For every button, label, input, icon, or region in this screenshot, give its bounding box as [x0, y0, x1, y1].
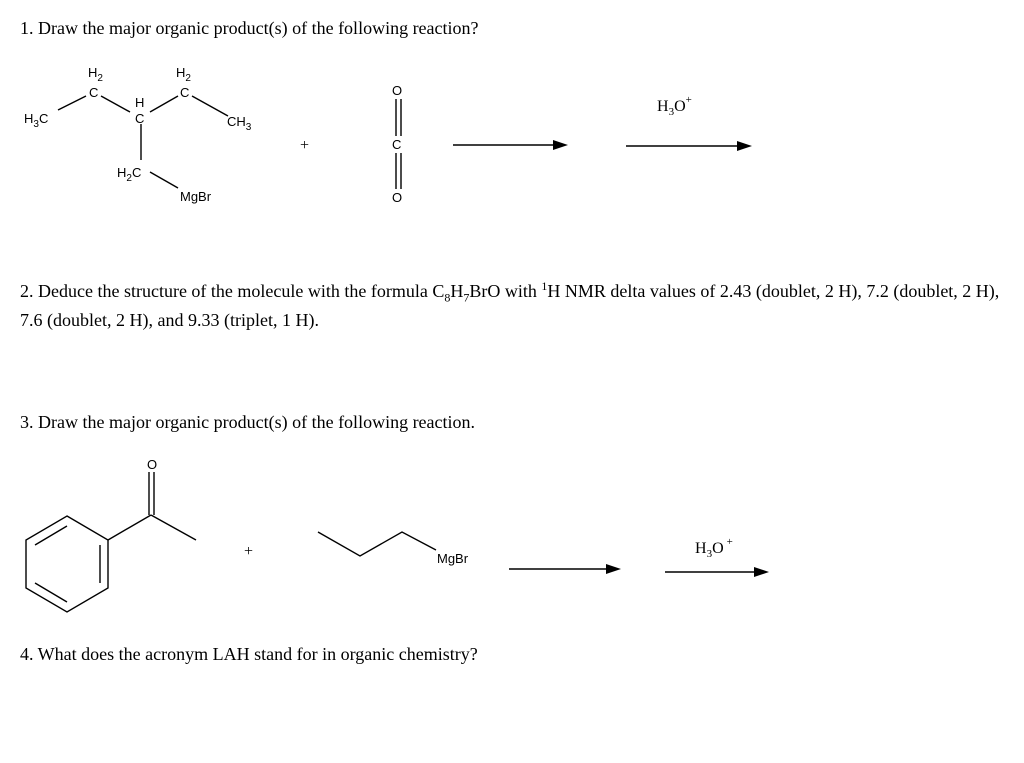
- question-3-prompt: 3. Draw the major organic product(s) of the following reaction.: [20, 412, 476, 432]
- question-4-prompt: 4. What does the acronym LAH stand for in organic chemistry?: [20, 644, 478, 664]
- plus-sign: +: [244, 543, 254, 560]
- carbonyl-oxygen-label: O: [147, 457, 158, 472]
- bond: [108, 515, 151, 540]
- formula-subscript: 7: [463, 290, 470, 305]
- q3-propylmagnesium-bromide: [318, 532, 469, 566]
- bond: [35, 526, 67, 545]
- q2-nmr-text: H NMR delta values of 2.43 (doublet, 2 H), 7.2 (doublet, 2 H), 7.6 (doublet, 2 H), and 9.33 (triplet, 1 H).: [20, 281, 1000, 330]
- oxygen-label: O: [392, 83, 403, 98]
- h3o-reagent-label: $H_3O$ +: [695, 536, 733, 560]
- arrow-head: [754, 567, 769, 577]
- bond: [35, 583, 67, 602]
- mgbr-label: MgBr: [180, 189, 212, 204]
- formula-subscript: 8: [444, 290, 451, 305]
- h-label: H: [135, 95, 145, 110]
- oxygen-label: O: [392, 190, 403, 205]
- bond: [151, 515, 196, 540]
- carbon-label: C: [392, 137, 402, 152]
- ch3-right-label: $CH_3$: [227, 114, 252, 133]
- h3o-reagent-label: $H_3O^+$: [657, 94, 692, 118]
- q2-formula-rest: BrO with: [469, 281, 542, 301]
- arrow-head: [606, 564, 621, 574]
- ch2-label: $H_2$: [176, 65, 191, 84]
- ch3-left-label: $H_3C$: [24, 111, 49, 130]
- nmr-superscript: 1: [541, 279, 548, 293]
- carbon-label: C: [135, 111, 145, 126]
- plus-sign: +: [300, 137, 310, 154]
- q3-acetophenone: [26, 457, 196, 612]
- carbon-label: C: [180, 85, 190, 100]
- benzene-ring: [26, 516, 108, 612]
- mgbr-label: MgBr: [437, 551, 469, 566]
- h2c-label: $H_2C$: [117, 165, 142, 184]
- ch2-label: $H_2$: [88, 65, 103, 84]
- alkyl-chain: [318, 532, 436, 556]
- q2-intro-text: 2. Deduce the structure of the molecule with the formula C: [20, 281, 445, 301]
- formula-h: H: [450, 281, 464, 301]
- carbon-label: C: [89, 85, 99, 100]
- question-1-prompt: 1. Draw the major organic product(s) of the following reaction?: [20, 18, 479, 38]
